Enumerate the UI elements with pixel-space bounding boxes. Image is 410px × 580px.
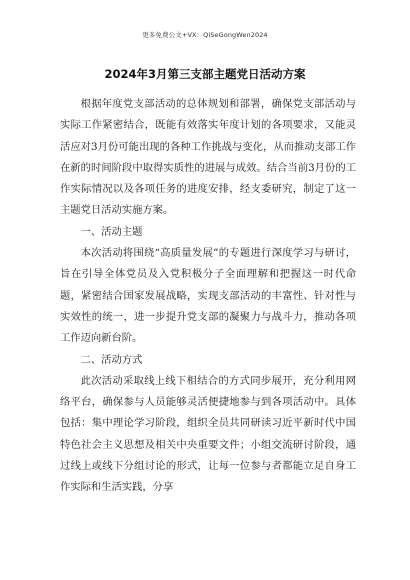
section-heading-method: 二、活动方式	[80, 353, 143, 366]
section-heading-theme: 一、活动主题	[80, 225, 143, 238]
paragraph-method: 此次活动采取线上线下相结合的方式同步展开，充分利用网络平台，确保参与人员能够灵活便捷地参与到各项活动中。具体包括：集中理论学习阶段，组织全员共同研读习近平新时代中国特色社会主义思想及相关中央重要文件；小组交流研讨阶段，通过线上或线下分组讨论的形式，让每一位参与者都能立足自身工作实际和生活实践，分享	[60, 374, 356, 494]
document-body	[60, 94, 356, 499]
header-note: 更多免费公文+VX：QiSeGongWen2024	[142, 31, 268, 39]
document-title: 2024年3月第三支部主题党日活动方案	[104, 67, 306, 81]
paragraph-theme: 本次活动将围绕“高质量发展”的专题进行深度学习与研讨，旨在引导全体党员及入党积极分子全面理解和把握这一时代命题，紧密结合国家发展战略，实现支部活动的丰富性、针对性与实效性的统一，进一步提升党支部的凝聚力与战斗力，推动各项工作迈向新台阶。	[60, 247, 356, 345]
paragraph-intro: 根据年度党支部活动的总体规划和部署，确保党支部活动与实际工作紧密结合，既能有效落实年度计划的各项要求，又能灵活应对3月份可能出现的各种工作挑战与变化，从而推动支部工作在新的时间阶段中取得实质性的进展与成效。结合当前3月份的工作实际情况以及各项任务的进度安排，经支委研究，制定了这一主题党日活动实施方案。	[60, 98, 356, 217]
